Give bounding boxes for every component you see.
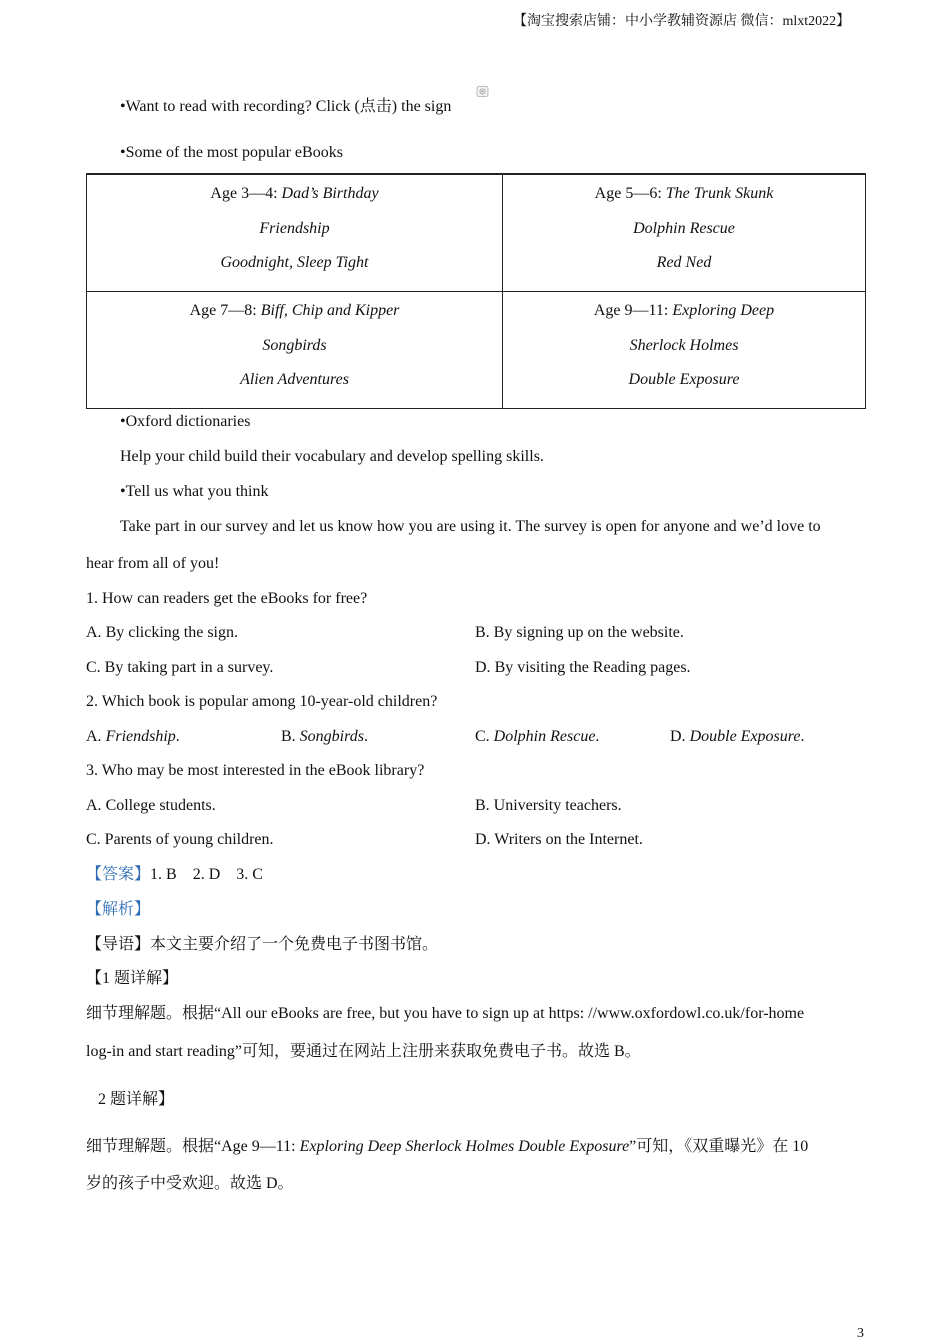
question-1-option-b: B. By signing up on the website. [475,624,684,641]
question-1-option-c: C. By taking part in a survey. [86,659,274,676]
section-dictionaries-title: •Oxford dictionaries [120,413,251,430]
question-3-option-c: C. Parents of young children. [86,831,274,848]
book-title: Alien Adventures [240,371,349,388]
analysis-q1-line2: log-in and start reading”可知，要通过在网站上注册来获取免费电子书。故选 B。 [86,1043,641,1060]
section-survey-body-line2: hear from all of you! [86,555,220,572]
ebooks-table [86,173,866,409]
question-3-option-d: D. Writers on the Internet. [475,831,643,848]
section-survey-body-line1: Take part in our survey and let us know how you are using it. The survey is open for anyone and we’d love to [120,518,821,535]
section-survey-title: •Tell us what you think [120,483,269,500]
age-label: Age 7—8: [189,302,261,319]
book-title: Red Ned [656,254,712,271]
question-2-option-b: B. Songbirds. [281,728,368,745]
question-2-option-a: A. Friendship. [86,728,180,745]
table-row [87,292,866,409]
book-title: Exploring Deep [672,302,775,319]
age-label: Age 9—11: [593,302,673,319]
book-title: Biff, Chip and Kipper [260,302,400,319]
question-1-stem: 1. How can readers get the eBooks for free? [86,590,368,607]
table-row [87,174,866,292]
age-label: Age 5—6: [594,185,666,202]
section-dictionaries-body: Help your child build their vocabulary and develop spelling skills. [120,448,544,465]
bullet-recording: •Want to read with recording? Click (点击) the sign [120,98,452,115]
table-cell-age-9-11 [503,292,866,409]
book-title: Double Exposure [628,371,740,388]
question-1-option-d: D. By visiting the Reading pages. [475,659,691,676]
bullet-popular-ebooks: •Some of the most popular eBooks [120,144,343,161]
analysis-q1-title: 【1 题详解】 [86,970,179,987]
book-title: Goodnight, Sleep Tight [220,254,369,271]
age-label: Age 3—4: [210,185,282,202]
book-title: Sherlock Holmes [629,336,739,354]
book-title: Dad’s Birthday [281,185,379,202]
analysis-intro: 【导语】本文主要介绍了一个免费电子书图书馆。 [86,936,439,953]
analysis-q2-line2: 岁的孩子中受欢迎。故选 D。 [86,1175,294,1192]
book-title: The Trunk Skunk [665,185,774,202]
question-2-stem: 2. Which book is popular among 10-year-old children? [86,693,438,710]
question-3-option-b: B. University teachers. [475,797,622,814]
book-title: Dolphin Rescue [633,219,735,237]
question-1-option-a: A. By clicking the sign. [86,624,238,641]
answer-line [86,865,263,884]
question-2-option-c: C. Dolphin Rescue. [475,728,600,745]
analysis-q1-line1: 细节理解题。根据“All our eBooks are free, but you have to sign up at https: //www.oxfordowl.co.uk/for-home [86,1005,805,1022]
analysis-label: 【解析】 [86,901,151,918]
analysis-q2-title: 2 题详解】 [98,1091,175,1108]
table-cell-age-7-8 [87,292,503,409]
page-number: 3 [857,1326,864,1341]
analysis-q2-line1: 细节理解题。根据“Age 9—11: Exploring Deep Sherlock Holmes Double Exposure”可知，《双重曝光》在 10 [86,1138,809,1155]
question-2-option-d: D. Double Exposure. [670,728,805,745]
recording-sign-icon[interactable] [476,85,489,98]
table-cell-age-5-6 [503,174,866,292]
page-header: 【淘宝搜索店铺：中小学教辅资源店 微信：mlxt2022】 [513,14,851,29]
question-3-stem: 3. Who may be most interested in the eBook library? [86,762,425,779]
book-title: Songbirds [262,336,327,354]
answer-text: 1. B 2. D 3. C [150,866,263,883]
table-cell-age-3-4 [87,174,503,292]
book-title: Friendship [259,219,330,237]
question-3-option-a: A. College students. [86,797,216,814]
answer-label: 【答案】 [86,866,151,883]
